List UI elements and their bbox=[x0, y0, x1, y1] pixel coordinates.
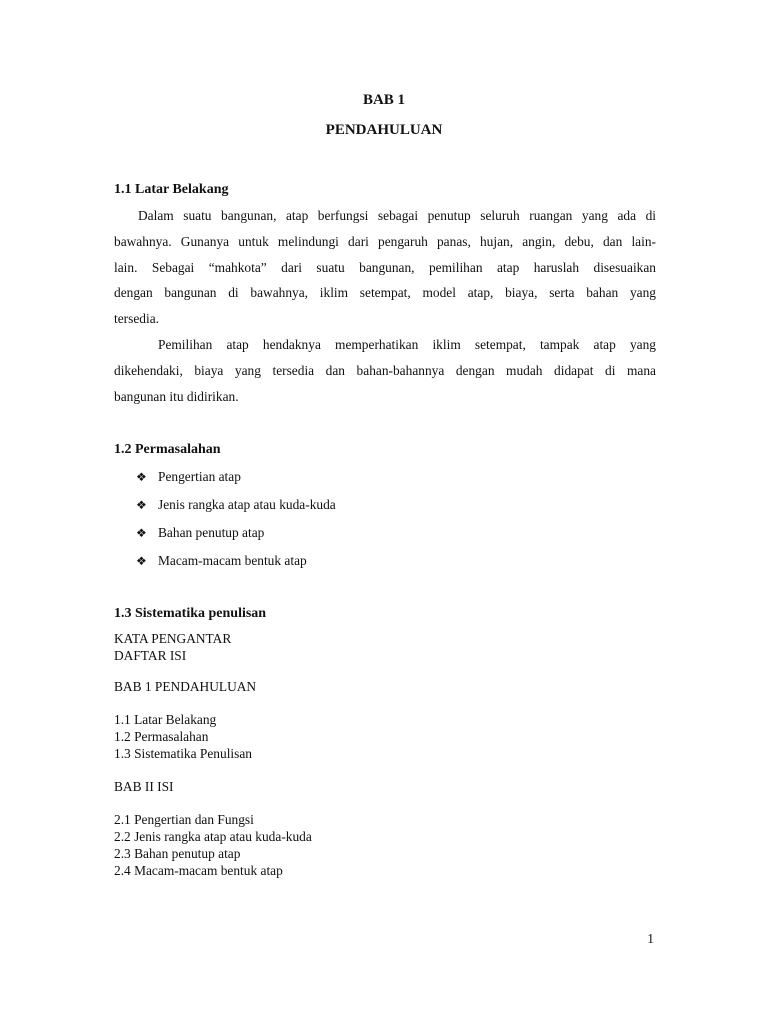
paragraph-line: Pemilihan atap hendaknya memperhatikan iklim setempat, tampak atap yang bbox=[158, 337, 656, 352]
list-item-label: Pengertian atap bbox=[158, 469, 241, 484]
toc-bab2-title bbox=[114, 778, 174, 795]
paragraph-line: dikehendaki, biaya yang tersedia dan bahan-bahannya dengan mudah didapat di mana bbox=[114, 362, 656, 378]
list-item-label: Jenis rangka atap atau kuda-kuda bbox=[158, 497, 336, 512]
toc-bab2-items bbox=[114, 811, 312, 879]
page-number: 1 bbox=[647, 931, 654, 946]
diamond-bullet-icon: ❖ bbox=[136, 498, 147, 512]
paragraph-line: dengan bangunan di bawahnya, iklim setempat, model atap, biaya, serta bahan yang bbox=[114, 285, 656, 301]
toc-entry: 2.1 Pengertian dan Fungsi bbox=[114, 812, 254, 827]
toc-entry: 2.3 Bahan penutup atap bbox=[114, 846, 241, 861]
paragraph-latar-belakang-1 bbox=[114, 203, 656, 332]
toc-bab1-title bbox=[114, 678, 256, 695]
section-heading-latar-belakang: 1.1 Latar Belakang bbox=[114, 182, 229, 197]
section-heading-permasalahan: 1.2 Permasalahan bbox=[114, 442, 221, 457]
toc-chapter-title: BAB 1 PENDAHULUAN bbox=[114, 679, 257, 694]
problem-list bbox=[136, 467, 336, 579]
toc-entry: KATA PENGANTAR bbox=[114, 631, 232, 646]
toc-entry: 1.3 Sistematika Penulisan bbox=[114, 746, 252, 761]
toc-entry: 1.1 Latar Belakang bbox=[114, 712, 217, 727]
list-item bbox=[136, 495, 336, 523]
diamond-bullet-icon: ❖ bbox=[136, 554, 147, 568]
toc-entry: 2.2 Jenis rangka atap atau kuda-kuda bbox=[114, 829, 312, 844]
list-item-label: Bahan penutup atap bbox=[158, 525, 265, 540]
list-item-label: Macam-macam bentuk atap bbox=[158, 553, 307, 568]
paragraph-line: Dalam suatu bangunan, atap berfungsi sebagai penutup seluruh ruangan yang ada di bbox=[138, 208, 656, 223]
list-item bbox=[136, 467, 336, 495]
toc-entry: DAFTAR ISI bbox=[114, 648, 187, 663]
chapter-title: PENDAHULUAN bbox=[325, 122, 443, 138]
paragraph-latar-belakang-2 bbox=[114, 332, 656, 409]
paragraph-line: bawahnya. Gunanya untuk melindungi dari pengaruh panas, hujan, angin, debu, dan lain- bbox=[114, 233, 656, 249]
toc-entry: 1.2 Permasalahan bbox=[114, 729, 209, 744]
diamond-bullet-icon: ❖ bbox=[136, 526, 147, 540]
paragraph-line: tersedia. bbox=[114, 311, 159, 327]
diamond-bullet-icon: ❖ bbox=[136, 470, 147, 484]
toc-entry: 2.4 Macam-macam bentuk atap bbox=[114, 863, 283, 878]
toc-bab1-items bbox=[114, 711, 252, 762]
toc-chapter-title: BAB II ISI bbox=[114, 779, 174, 794]
section-heading-sistematika: 1.3 Sistematika penulisan bbox=[114, 606, 267, 621]
list-item bbox=[136, 523, 336, 551]
list-item bbox=[136, 551, 336, 579]
toc-front-matter bbox=[114, 630, 231, 664]
paragraph-line: lain. Sebagai “mahkota” dari suatu bangunan, pemilihan atap haruslah disesuaikan bbox=[114, 259, 656, 275]
chapter-number: BAB 1 bbox=[362, 92, 406, 108]
paragraph-line: bangunan itu didirikan. bbox=[114, 388, 239, 404]
